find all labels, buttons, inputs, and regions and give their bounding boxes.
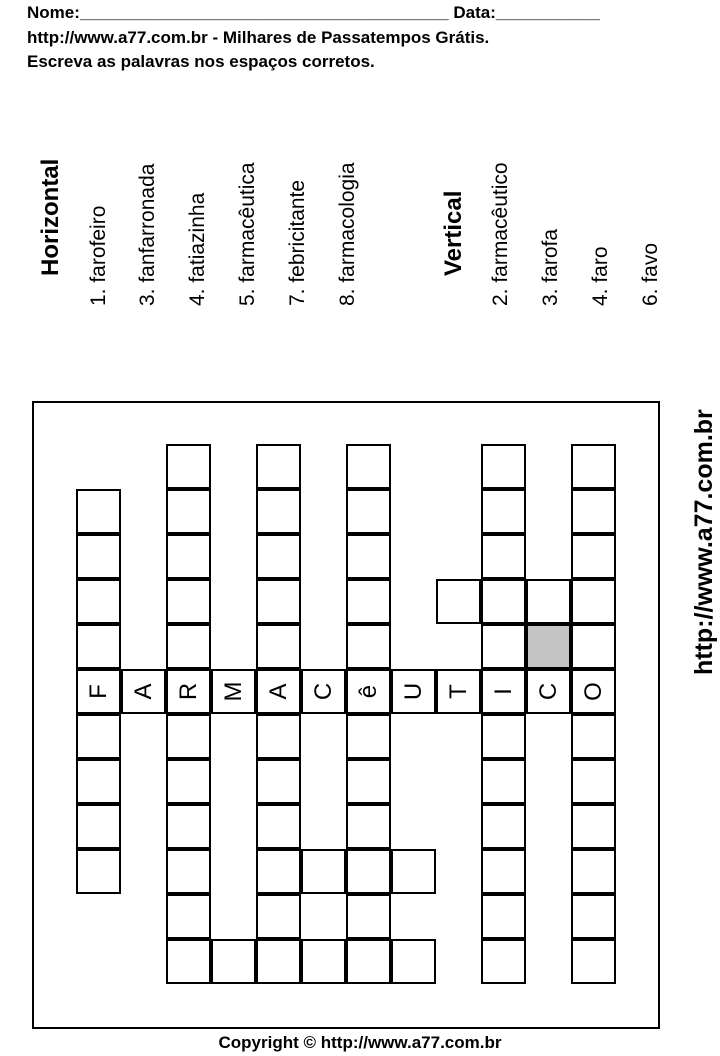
grid-cell[interactable] [166, 894, 211, 939]
grid-cell[interactable] [481, 489, 526, 534]
grid-cell[interactable] [256, 804, 301, 849]
grid-cell[interactable] [76, 534, 121, 579]
grid-cell[interactable] [301, 939, 346, 984]
grid-cell[interactable] [346, 489, 391, 534]
shaded-grid-cell[interactable] [526, 624, 571, 669]
grid-cell[interactable] [166, 624, 211, 669]
horizontal-clue-1: 1. farofeiro [87, 205, 110, 306]
vertical-title: Vertical [440, 190, 467, 276]
grid-letter: O [579, 682, 607, 701]
grid-cell[interactable] [571, 714, 616, 759]
name-date-line: Nome:_______________________________________ Data:___________ [27, 3, 600, 22]
grid-cell[interactable] [256, 579, 301, 624]
horizontal-clue-5: 7. febricitante [286, 179, 309, 306]
side-url: http://www.a77.com.br [690, 409, 718, 675]
vertical-clue-4: 6. favo [639, 242, 662, 306]
grid-letter: A [129, 683, 157, 700]
grid-cell[interactable] [256, 624, 301, 669]
site-line: http://www.a77.com.br - Milhares de Passatempos Grátis. [27, 28, 490, 47]
grid-cell[interactable] [391, 939, 436, 984]
grid-cell[interactable] [76, 624, 121, 669]
grid-letter: F [84, 684, 112, 699]
grid-cell[interactable] [571, 894, 616, 939]
grid-cell[interactable] [256, 714, 301, 759]
grid-cell[interactable] [166, 444, 211, 489]
grid-cell[interactable] [571, 759, 616, 804]
grid-letter: M [219, 681, 247, 702]
grid-cell[interactable] [346, 579, 391, 624]
grid-cell[interactable] [481, 759, 526, 804]
grid-cell[interactable] [571, 624, 616, 669]
grid-letter: ê [354, 684, 382, 699]
grid-cell[interactable] [166, 579, 211, 624]
grid-cell[interactable] [76, 579, 121, 624]
grid-letter: C [534, 682, 562, 701]
grid-cell[interactable] [346, 759, 391, 804]
grid-cell[interactable] [571, 444, 616, 489]
grid-letter: I [489, 688, 517, 695]
grid-cell[interactable] [346, 849, 391, 894]
grid-letter: U [399, 682, 427, 701]
horizontal-clue-3: 4. fatiazinha [186, 192, 209, 306]
grid-cell[interactable] [76, 489, 121, 534]
grid-cell[interactable] [346, 894, 391, 939]
grid-cell[interactable] [256, 894, 301, 939]
grid-cell[interactable] [481, 804, 526, 849]
grid-cell[interactable] [256, 489, 301, 534]
grid-cell[interactable] [166, 939, 211, 984]
grid-cell[interactable] [346, 444, 391, 489]
vertical-clue-1: 2. farmacêutico [489, 162, 512, 306]
grid-cell[interactable] [481, 714, 526, 759]
grid-cell[interactable] [391, 849, 436, 894]
grid-cell[interactable] [481, 534, 526, 579]
horizontal-clue-2: 3. fanfarronada [136, 163, 159, 306]
grid-cell[interactable] [166, 534, 211, 579]
horizontal-clue-6: 8. farmacologia [336, 162, 359, 306]
grid-letter: T [444, 684, 472, 699]
copyright: Copyright © http://www.a77.com.br [218, 1033, 502, 1052]
grid-cell[interactable] [571, 804, 616, 849]
vertical-clue-2: 3. farofa [539, 228, 562, 306]
grid-cell[interactable] [481, 444, 526, 489]
grid-letter: A [264, 683, 292, 700]
grid-cell[interactable] [571, 579, 616, 624]
vertical-clue-3: 4. faro [589, 246, 612, 306]
grid-cell[interactable] [346, 939, 391, 984]
grid-cell[interactable] [346, 804, 391, 849]
horizontal-clue-4: 5. farmacêutica [236, 162, 259, 306]
grid-cell[interactable] [571, 534, 616, 579]
horizontal-title: Horizontal [37, 158, 64, 276]
grid-cell[interactable] [256, 759, 301, 804]
grid-cell[interactable] [481, 939, 526, 984]
instructions: Escreva as palavras nos espaços corretos. [27, 52, 375, 71]
grid-cell[interactable] [256, 849, 301, 894]
grid-cell[interactable] [346, 534, 391, 579]
grid-cell[interactable] [436, 579, 481, 624]
grid-cell[interactable] [256, 939, 301, 984]
grid-cell[interactable] [166, 804, 211, 849]
grid-cell[interactable] [76, 849, 121, 894]
grid-cell[interactable] [166, 759, 211, 804]
grid-cell[interactable] [571, 939, 616, 984]
grid-cell[interactable] [256, 444, 301, 489]
grid-cell[interactable] [76, 759, 121, 804]
grid-cell[interactable] [256, 534, 301, 579]
grid-cell[interactable] [166, 714, 211, 759]
grid-cell[interactable] [481, 849, 526, 894]
grid-cell[interactable] [166, 489, 211, 534]
grid-cell[interactable] [211, 939, 256, 984]
grid-cell[interactable] [571, 489, 616, 534]
grid-cell[interactable] [481, 624, 526, 669]
grid-cell[interactable] [481, 894, 526, 939]
grid-cell[interactable] [76, 714, 121, 759]
grid-cell[interactable] [481, 579, 526, 624]
grid-letter: C [309, 682, 337, 701]
grid-cell[interactable] [76, 804, 121, 849]
grid-cell[interactable] [526, 579, 571, 624]
grid-cell[interactable] [346, 714, 391, 759]
grid-cell[interactable] [346, 624, 391, 669]
grid-cell[interactable] [571, 849, 616, 894]
grid-cell[interactable] [166, 849, 211, 894]
grid-letter: R [174, 682, 202, 701]
grid-cell[interactable] [301, 849, 346, 894]
